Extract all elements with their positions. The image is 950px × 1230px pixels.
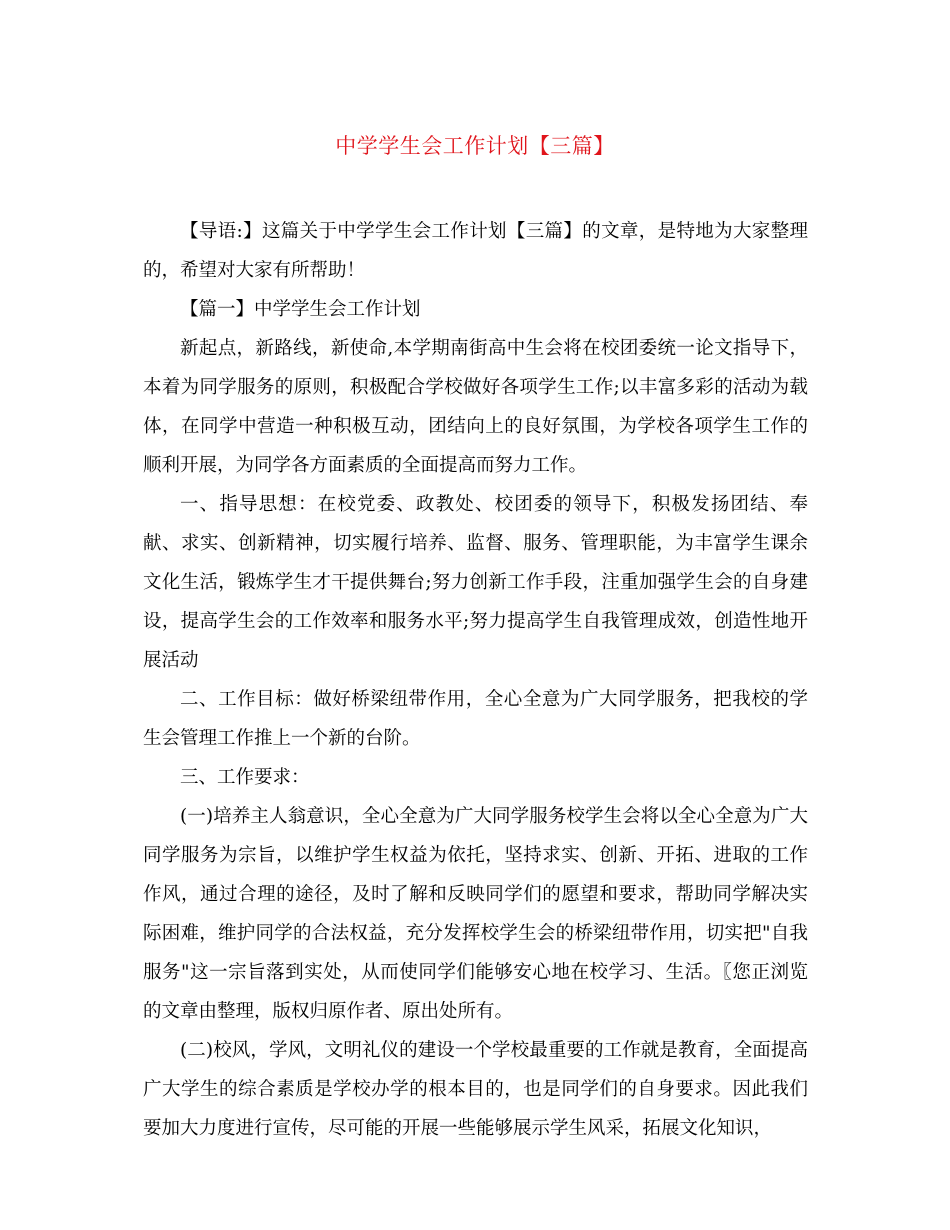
paragraph: 二、工作目标：做好桥梁纽带作用，全心全意为广大同学服务，把我校的学生会管理工作推上一个新的台阶。 [143,689,808,749]
paragraph: (一)培养主人翁意识，全心全意为广大同学服务校学生会将以全心全意为广大同学服务为宗旨，以维护学生权益为依托，坚持求实、创新、开拓、进取的工作作风，通过合理的途径，及时了解和反映同学们的愿望和要求，帮助同学解决实际困难，维护同学的合法权益，充分发挥校学生会的桥梁纽带作用，切实把"自我服务"这一宗旨落到实处，从而使同学们能够安心地在校学习、生活。〖您正浏览的文章由整理，版权归原作者、原出处所有。 [143,806,808,1022]
document-title: 中学学生会工作计划【三篇】 [335,134,615,158]
paragraph: (二)校风，学风，文明礼仪的建设一个学校最重要的工作就是教育，全面提高广大学生的综合素质是学校办学的根本目的，也是同学们的自身要求。因此我们要加大力度进行宣传，尽可能的开展一些能够展示学生风采，拓展文化知识， [143,1040,808,1139]
document-body [143,212,808,1148]
paragraph-intro: 【导语:】这篇关于中学学生会工作计划【三篇】的文章，是特地为大家整理的，希望对大家有所帮助！ [143,221,808,281]
paragraph: 新起点，新路线，新使命,本学期南街高中生会将在校团委统一论文指导下，本着为同学服务的原则，积极配合学校做好各项学生工作;以丰富多彩的活动为载体，在同学中营造一种积极互动，团结向上的良好氛围，为学校各项学生工作的顺利开展，为同学各方面素质的全面提高而努力工作。 [143,338,808,476]
paragraph-section-heading: 【篇一】中学学生会工作计划 [180,299,421,320]
paragraph: 三、工作要求： [180,767,310,788]
paragraph: 一、指导思想：在校党委、政教处、校团委的领导下，积极发扬团结、奉献、求实、创新精神，切实履行培养、监督、服务、管理职能，为丰富学生课余文化生活，锻炼学生才干提供舞台;努力创新工作手段，注重加强学生会的自身建设，提高学生会的工作效率和服务水平;努力提高学生自我管理成效，创造性地开展活动 [143,494,808,671]
